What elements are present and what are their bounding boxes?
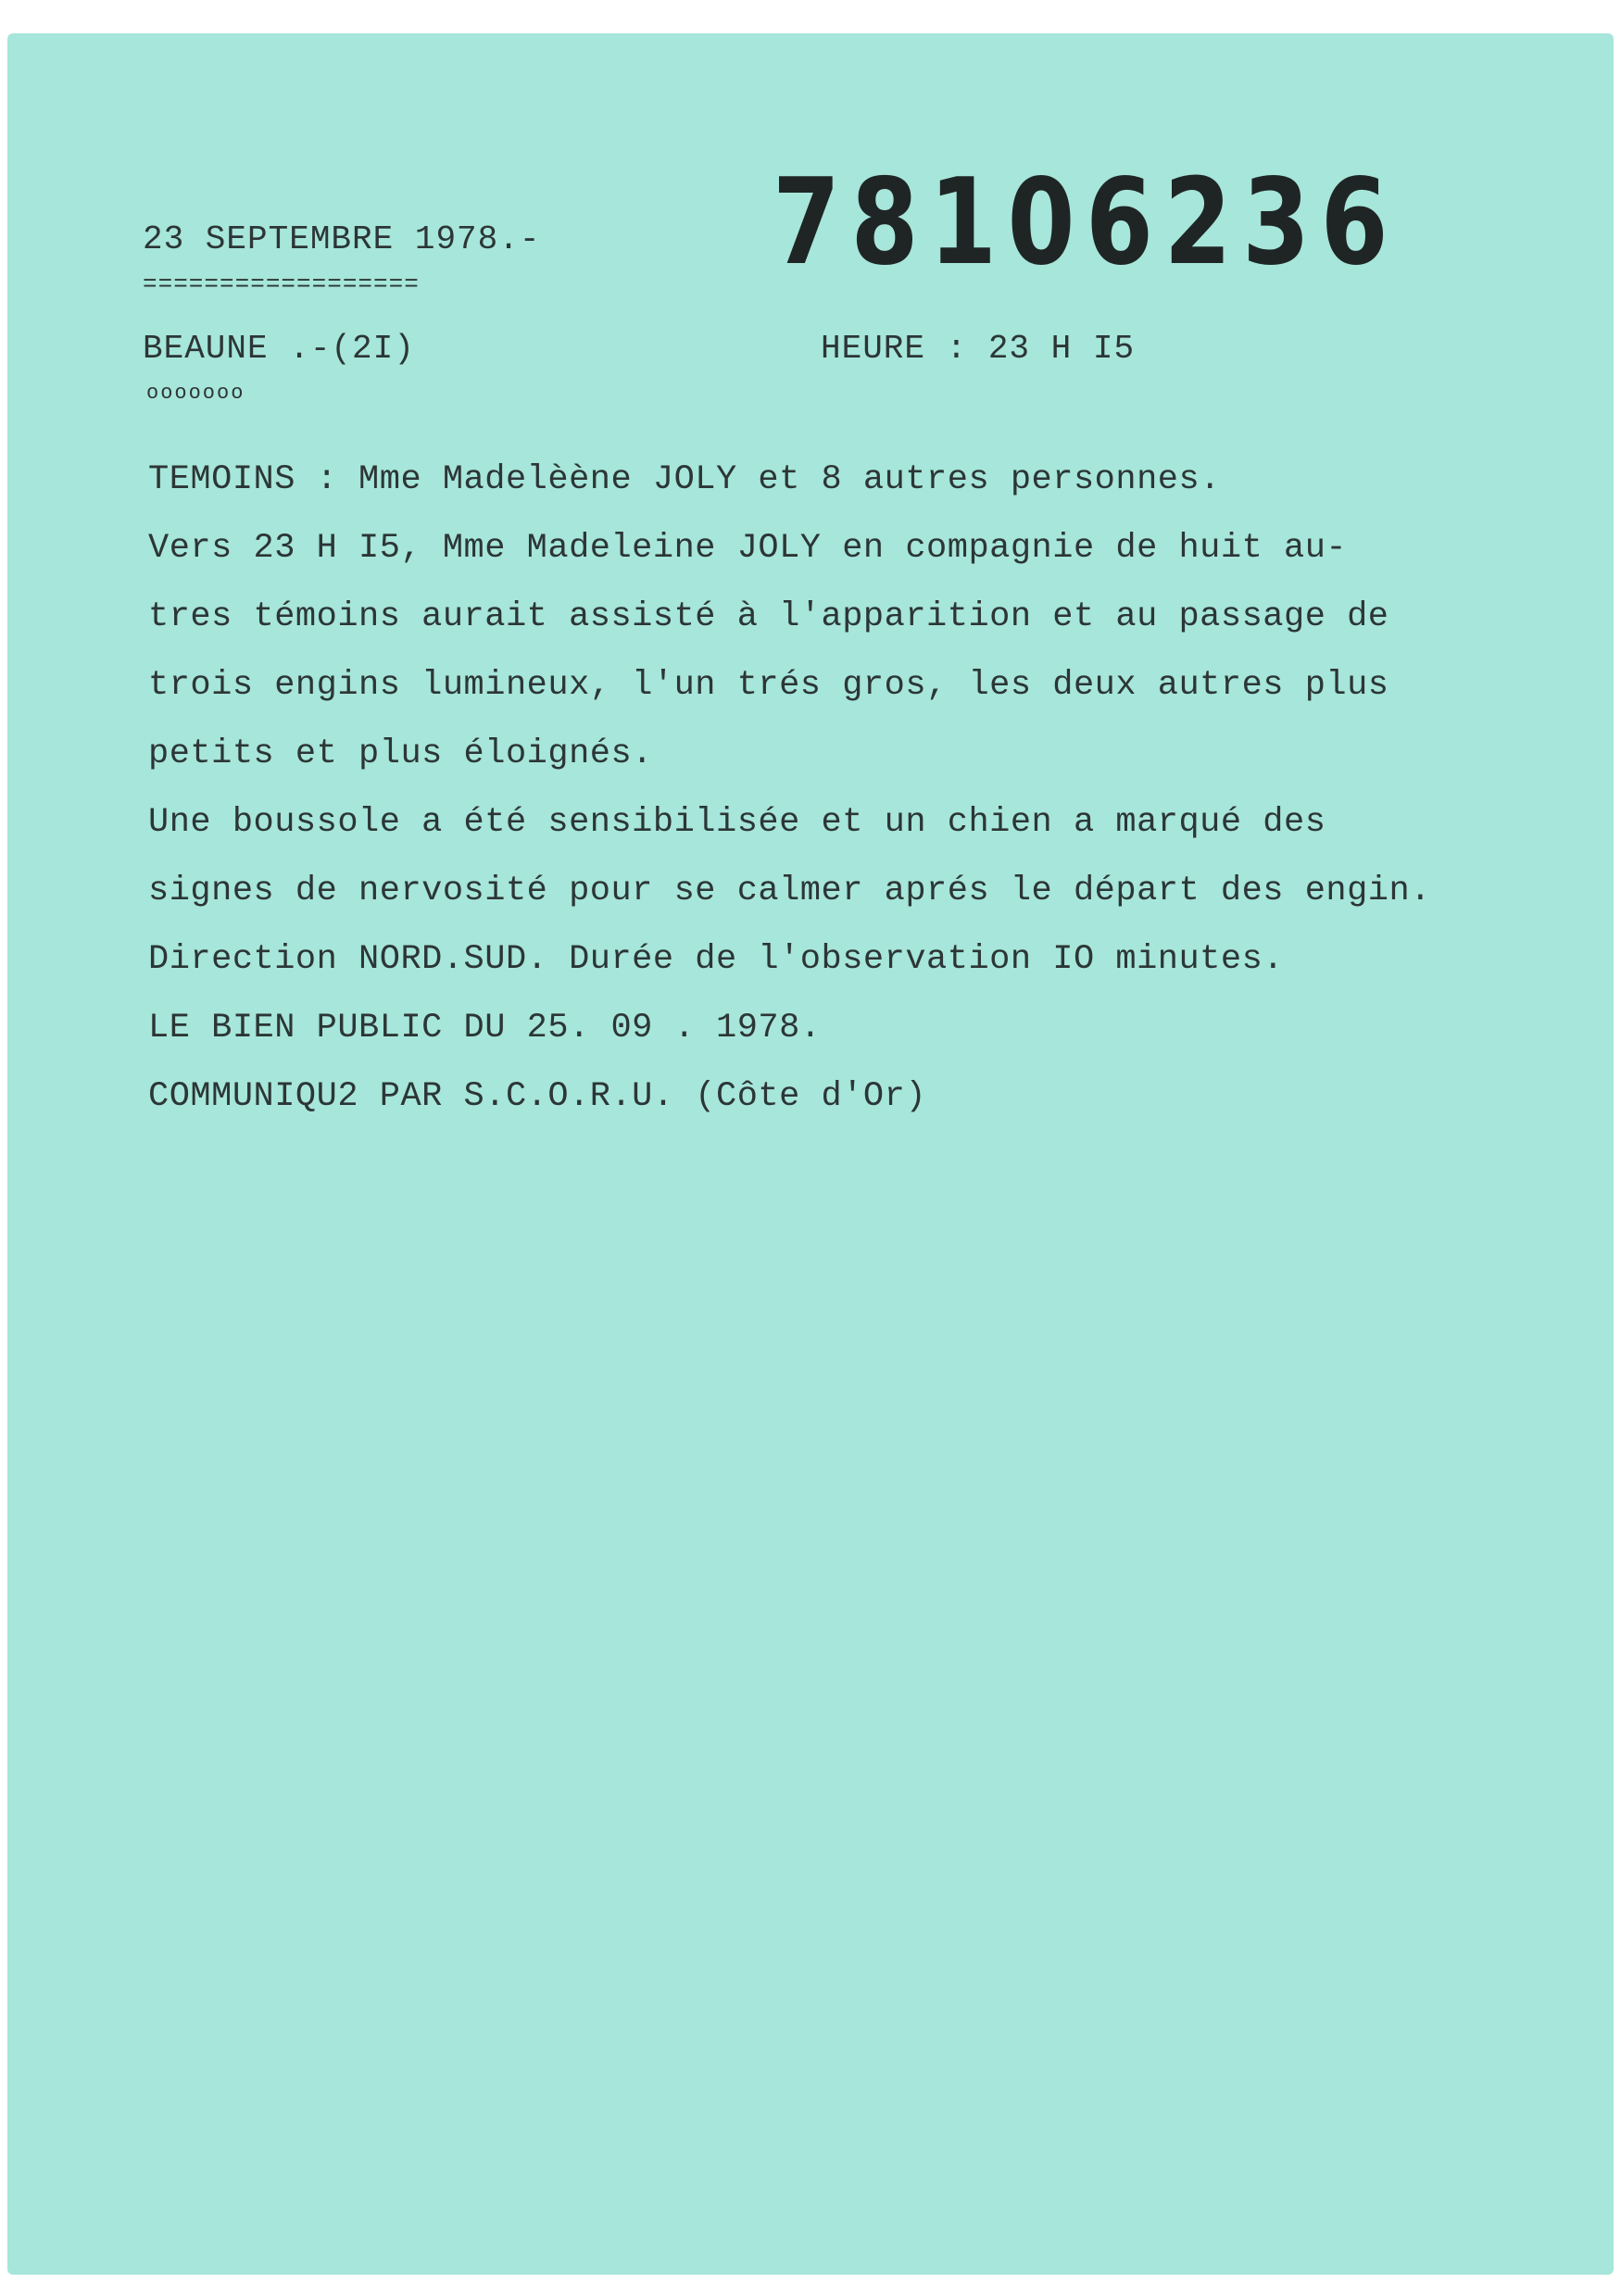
- body-line: tres témoins aurait assisté à l'apparition et au passage de: [148, 597, 1389, 636]
- body-line: LE BIEN PUBLIC DU 25. 09 . 1978.: [148, 1009, 822, 1048]
- report-body: [148, 445, 1431, 1131]
- report-place: BEAUNE .-(2I): [143, 330, 415, 368]
- body-line: signes de nervosité pour se calmer aprés le départ des engin.: [148, 872, 1431, 910]
- report-time: HEURE : 23 H I5: [821, 330, 1136, 368]
- body-line: Vers 23 H I5, Mme Madeleine JOLY en compagnie de huit au-: [148, 529, 1348, 568]
- report-date: 23 SEPTEMBRE 1978.-: [143, 220, 541, 258]
- body-line: TEMOINS : Mme Madelèène JOLY et 8 autres personnes.: [148, 460, 1221, 499]
- date-underline: ==================: [143, 270, 420, 298]
- body-line: COMMUNIQU2 PAR S.C.O.R.U. (Côte d'Or): [148, 1077, 927, 1116]
- body-line: trois engins lumineux, l'un trés gros, les deux autres plus: [148, 666, 1389, 705]
- place-underline: ooooooo: [146, 382, 245, 405]
- body-line: Une boussole a été sensibilisée et un chien a marqué des: [148, 803, 1326, 842]
- document-card: [7, 33, 1614, 2275]
- body-line: petits et plus éloignés.: [148, 734, 653, 773]
- body-line: Direction NORD.SUD. Durée de l'observation IO minutes.: [148, 940, 1284, 979]
- file-number-stamp: 78106236: [773, 154, 1400, 292]
